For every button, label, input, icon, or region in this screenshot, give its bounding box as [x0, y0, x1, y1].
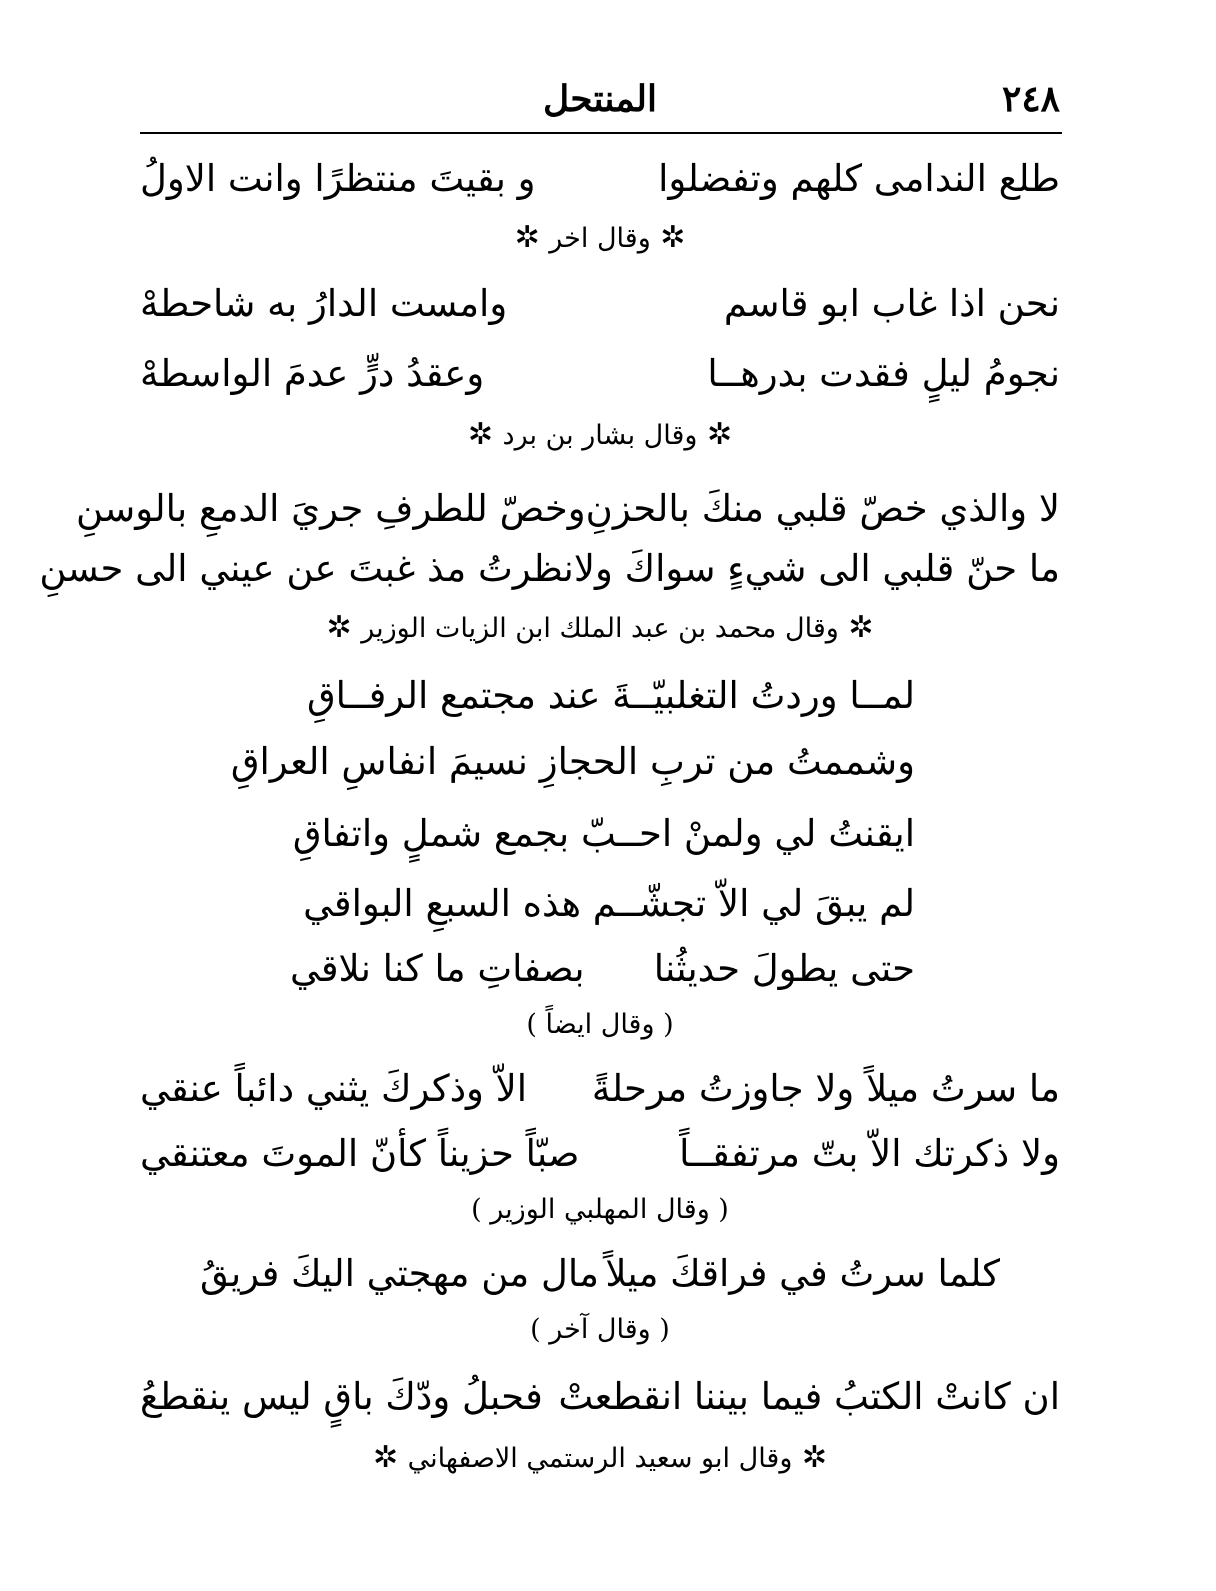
- poem-heading-text: وقال اخر: [549, 223, 651, 254]
- verse-couplet: [140, 155, 1060, 203]
- poem-heading: [140, 415, 1060, 456]
- verse-line: لم يبقَ لي الاّ تجشّــم هذه السبعِ البواقي: [303, 882, 915, 925]
- verse-first-hemistich: نحن اذا غاب ابو قاسم: [723, 282, 1060, 325]
- verse-couplet: [140, 280, 1060, 328]
- verse-first-hemistich: نجومُ ليلٍ فقدت بدرهــا: [707, 352, 1060, 395]
- verse-second-hemistich: وخصّ للطرفِ جريَ الدمعِ بالوسنِ: [76, 487, 586, 530]
- verse-first-hemistich: كلما سرتُ في فراقكَ ميلاً: [605, 1252, 1000, 1295]
- poem-heading: [140, 1310, 1060, 1350]
- verse-line: لمــا وردتُ التغلبيّــةَ عند مجتمع الرفــاقِ: [306, 674, 915, 717]
- ornament-star-icon: ✲: [650, 220, 686, 255]
- ornament-star-icon: ✲: [372, 1440, 408, 1475]
- verse-second-hemistich: مال من مهجتي اليكَ فريقُ: [200, 1252, 599, 1295]
- verse-first-hemistich: حتى يطولَ حديثُنا: [653, 947, 915, 990]
- verse-couplet: [140, 1373, 1060, 1421]
- verse-second-hemistich: وامست الدارُ به شاحطهْ: [140, 282, 508, 325]
- verse-couplet: [76, 485, 1060, 533]
- ornament-star-icon: ✲: [697, 417, 733, 452]
- verse-couplet: [140, 350, 1060, 398]
- verse-first-hemistich: ما حنّ قلبي الى شيءٍ سواكَ ولا: [573, 547, 1060, 590]
- running-title: المنتحل: [542, 78, 657, 120]
- poem-heading: [140, 1190, 1060, 1230]
- poem-heading-text: ( وقال ايضاً ): [526, 1009, 674, 1040]
- verse-first-hemistich: طلع الندامى كلهم وتفضلوا: [658, 157, 1060, 200]
- poem-heading: [140, 1005, 1060, 1045]
- poem-heading-text: ( وقال المهلبي الوزير ): [471, 1194, 729, 1225]
- ornament-star-icon: ✲: [514, 220, 550, 255]
- verse-second-hemistich: الاّ وذكركَ يثني دائباً عنقي: [140, 1067, 528, 1110]
- verse-second-hemistich: و بقيتَ منتظرًا وانت الاولُ: [140, 157, 536, 200]
- verse-couplet: [140, 1130, 1060, 1178]
- verse-second-hemistich: زِ نسيمَ انفاسِ العراقِ: [230, 740, 558, 783]
- verse-couplet: [39, 545, 1060, 593]
- poem-heading-text: وقال محمد بن عبد الملك ابن الزيات الوزير: [361, 613, 839, 644]
- poem-heading: [140, 1438, 1060, 1479]
- verse-first-hemistich: ما سرتُ ميلاً ولا جاوزتُ مرحلةً: [591, 1067, 1060, 1110]
- verse-second-hemistich: وعقدُ درٍّ عدمَ الواسطهْ: [140, 352, 485, 395]
- verse-second-hemistich: فحبلُ ودّكَ باقٍ ليس ينقطعُ: [140, 1375, 543, 1418]
- poem-heading-text: ( وقال آخر ): [530, 1314, 670, 1345]
- verse-first-hemistich: ولا ذكرتك الاّ بتّ مرتفقــاً: [679, 1132, 1060, 1175]
- poem-heading: [140, 218, 1060, 259]
- verse-line: ايقنتُ لي ولمنْ احــبّ بجمع شملٍ واتفاقِ: [292, 812, 915, 855]
- ornament-star-icon: ✲: [792, 1440, 828, 1475]
- verse-couplet: [200, 1250, 1000, 1298]
- page-number: ٢٤٨: [1001, 78, 1060, 120]
- verse-second-hemistich: بصفاتِ ما كنا نلاقي: [290, 947, 585, 990]
- page-header: [140, 78, 1060, 128]
- verse-second-hemistich: صبّاً حزيناً كأنّ الموتَ معتنقي: [140, 1132, 580, 1175]
- verse-first-hemistich: ان كانتْ الكتبُ فيما بيننا انقطعتْ: [558, 1375, 1060, 1418]
- ornament-star-icon: ✲: [326, 610, 362, 645]
- verse-first-hemistich: وشممتُ من تربِ الحجا: [557, 740, 915, 783]
- verse-first-hemistich: لا والذي خصّ قلبي منكَ بالحزنِ: [585, 487, 1060, 530]
- verse-couplet: [290, 945, 915, 993]
- verse-second-hemistich: نظرتُ مذ غبتَ عن عيني الى حسنِ: [39, 547, 574, 590]
- ornament-star-icon: ✲: [838, 610, 874, 645]
- verse-couplet: [140, 1065, 1060, 1113]
- poem-heading: [140, 608, 1060, 649]
- header-rule: [140, 132, 1062, 134]
- ornament-star-icon: ✲: [467, 417, 503, 452]
- poem-heading-text: وقال ابو سعيد الرستمي الاصفهاني: [407, 1443, 793, 1474]
- verse-couplet: [230, 738, 915, 786]
- poem-heading-text: وقال بشار بن برد: [502, 420, 698, 451]
